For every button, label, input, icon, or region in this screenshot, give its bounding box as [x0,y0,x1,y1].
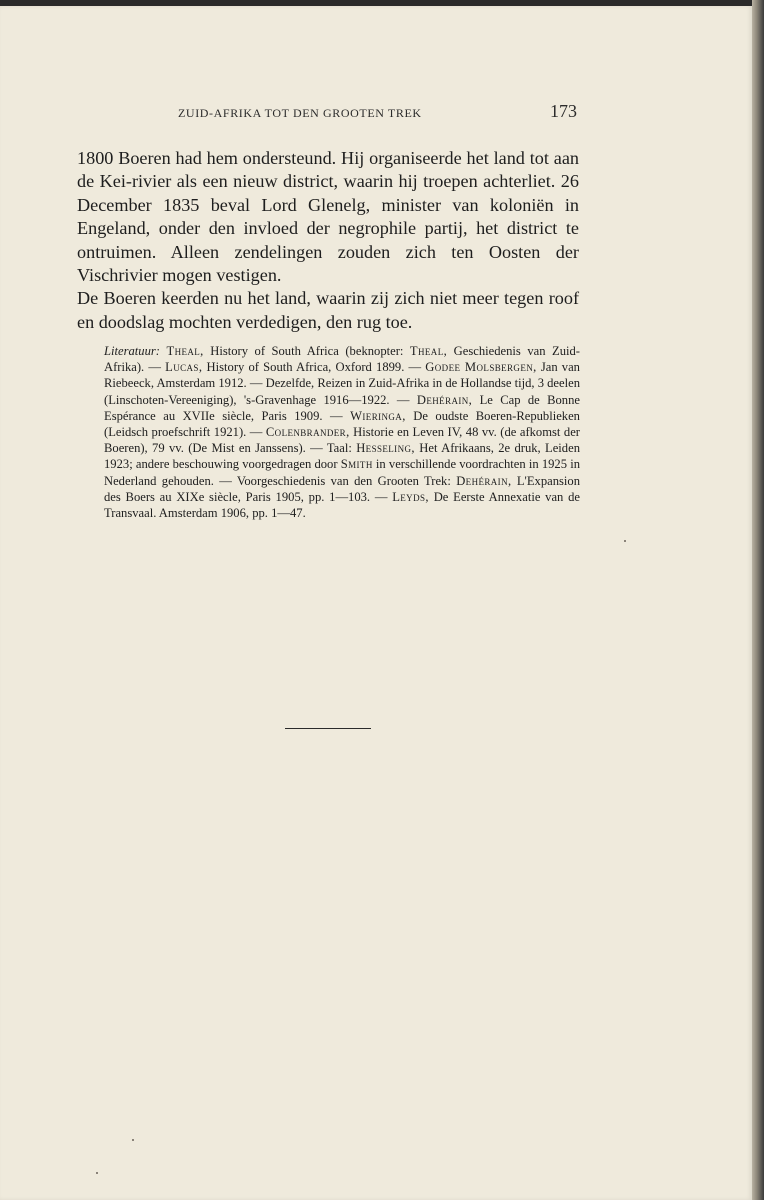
author-name: Theal, [166,344,204,358]
author-name: Smith [340,457,373,472]
citation-text: De Eerste Annexatie van de Transvaal. Amsterdam 1906, pp. 1—47. [104,489,580,521]
page-number: 173 [550,101,577,121]
citation-text: Geschiedenis van Zuid-Afrika). — [104,344,580,375]
citation-text: Le Cap de Bonne Espérance au XVIIe siècle, Paris 1909. — [104,392,580,423]
citation-text: Jan van Riebeeck, Amsterdam 1912. — Dezelfde, Reizen in Zuid-Afrika in de Hollandse tijd, 3 deelen (Linschoten-Vereeniging), 's-Gravenhage 1916—1922. — [104,360,580,407]
page-header [0,101,752,126]
paragraph: 1800 Boeren had hem ondersteund. Hij organiseerde het land tot aan de Kei-rivier als een nieuw district, waarin hij troepen achterliet. 26 December 1835 beval Lord Glenelg, minister van koloniën in Engeland, onder den invloed der negrophile partij, het district te ontruimen. Alleen zendelingen zouden zich ten Oosten der Vischrivier mogen vestigen. [77,148,579,286]
literature-entries [104,344,580,520]
author-name: Lucas, [165,360,203,375]
citation-text: Het Afrikaans, 2e druk, Leiden 1923; andere beschouwing voorgedragen door [104,441,580,472]
citation-text: L'Expansion des Boers au XIXe siècle, Paris 1905, pp. 1—103. — [104,473,580,504]
paper-speck [96,1172,98,1174]
paper-speck [624,540,626,542]
citation-text: History of South Africa (beknopter: [203,344,410,358]
end-rule [285,728,371,729]
citation-text: in verschillende voordrachten in 1925 in Nederland gehouden. — Voorgeschiedenis van den Grooten Trek: [104,457,580,488]
author-name: Theal, [409,344,448,358]
paper-speck [132,1139,134,1141]
book-page [0,6,752,1200]
author-name: Hesseling, [356,441,415,456]
page-edge [752,0,764,1200]
citation-text: Historie en Leven IV, 48 vv. (de afkomst der Boeren), 79 vv. (De Mist en Janssens). — Taal: [104,425,580,456]
main-text [77,147,579,334]
author-name: Wieringa, [350,408,406,423]
literature-label: Literatuur: [104,344,160,358]
citation-text: History of South Africa, Oxford 1899. — [202,360,426,375]
author-name: Godee Molsbergen, [425,360,537,375]
author-name: Dehérain, [456,473,512,488]
literature-note [104,343,580,521]
author-name: Leyds, [392,489,429,504]
author-name: Colenbrander, [265,425,350,440]
citation-text: De oudste Boeren-Republieken (Leidsch proefschrift 1921). — [104,408,580,440]
author-name: Dehérain, [416,392,473,407]
running-title: ZUID-AFRIKA TOT DEN GROOTEN TREK [178,106,422,120]
paragraph: De Boeren keerden nu het land, waarin zij zich niet meer tegen roof en doodslag mochten verdedigen, den rug toe. [77,288,579,332]
